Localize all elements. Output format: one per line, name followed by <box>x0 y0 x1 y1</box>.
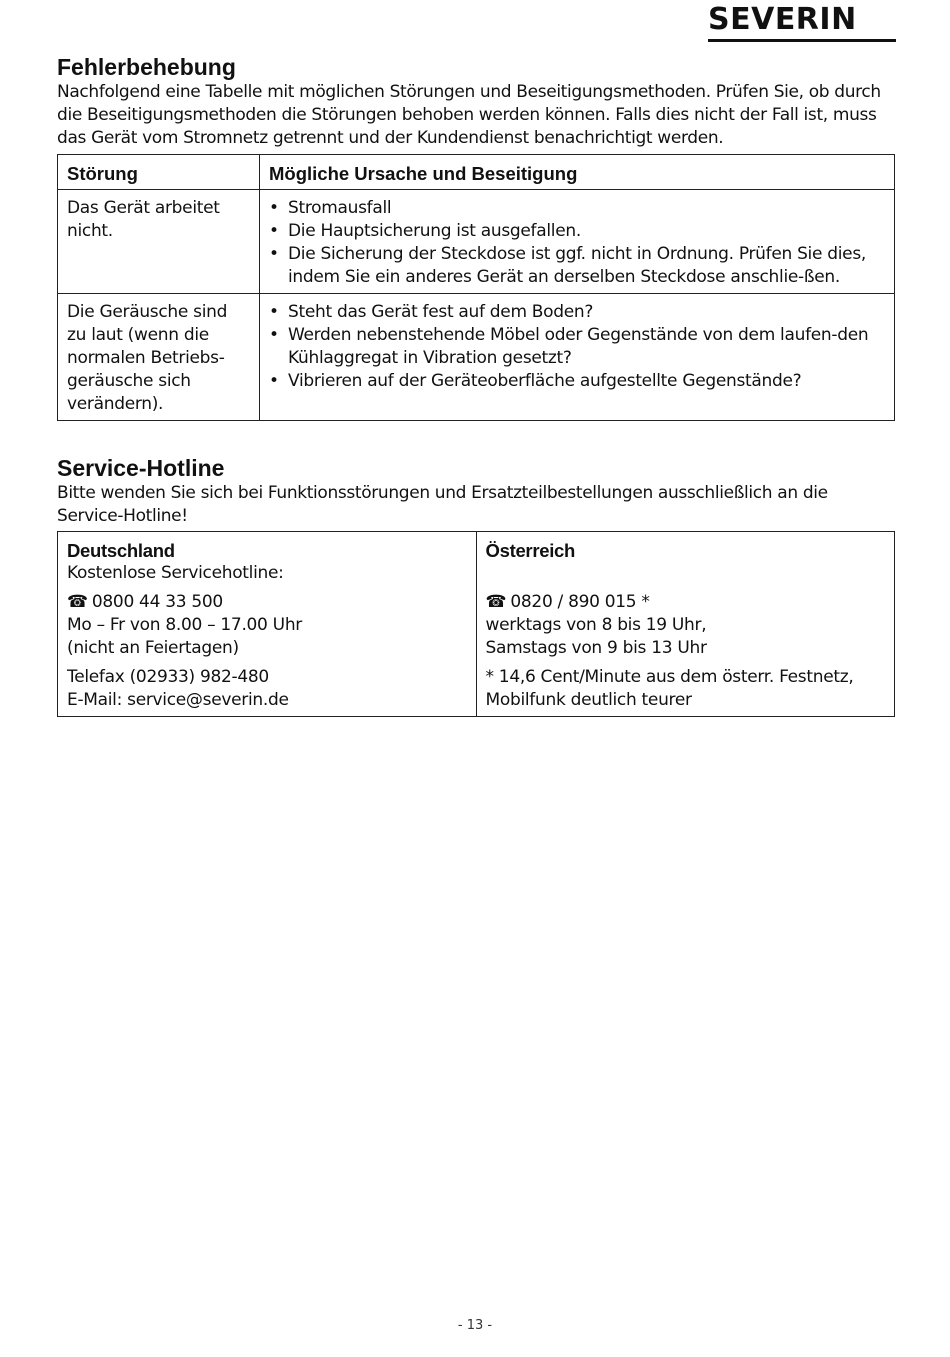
section-fehlerbehebung <box>57 54 895 421</box>
hotline-austria-cell <box>476 532 895 717</box>
logo-underline <box>708 39 896 42</box>
troubleshooting-table <box>57 154 895 421</box>
telephone-icon: ☎ <box>67 592 88 612</box>
column-header-ursache: Mögliche Ursache und Beseitigung <box>260 155 895 190</box>
list-item: • Stromausfall <box>288 197 886 220</box>
table-row <box>58 532 895 717</box>
severin-logo <box>708 4 896 40</box>
phone-line-germany <box>67 591 468 614</box>
section-title-hotline: Service-Hotline <box>57 455 225 481</box>
list-item: • Werden nebenstehende Möbel oder Gegenstände von dem laufen-den Kühlaggregat in Vibration gesetzt? <box>288 324 886 370</box>
problem-cell: Die Geräusche sind zu laut (wenn die normalen Betriebs-geräusche sich verändern). <box>58 294 260 421</box>
list-item: • Die Sicherung der Steckdose ist ggf. nicht in Ordnung. Prüfen Sie dies, indem Sie ein anderes Gerät an derselben Steckdose anschlie-ßen. <box>288 243 886 289</box>
hours-weekdays-austria: werktags von 8 bis 19 Uhr, <box>485 615 707 635</box>
hotline-germany-cell <box>58 532 477 717</box>
causes-cell <box>260 294 895 421</box>
phone-line-austria <box>486 591 887 614</box>
page-number: - 13 - <box>457 1318 493 1333</box>
causes-list <box>269 197 886 289</box>
country-germany: Deutschland <box>67 540 175 561</box>
phone-number-austria: 0820 / 890 015 * <box>510 592 650 612</box>
fehlerbehebung-intro: Nachfolgend eine Tabelle mit möglichen Störungen und Beseitigungsmethoden. Prüfen Sie, ob durch die Beseitigungsmethoden die Störungen behoben werden können. Falls dies nicht der Fall ist, muss das Gerät vom Stromnetz getrennt und der Kundendienst benachrichtigt werden. <box>57 82 881 148</box>
table-row <box>58 294 895 421</box>
hotline-intro: Bitte wenden Sie sich bei Funktionsstörungen und Ersatzteilbestellungen ausschließlich an die Service-Hotline! <box>57 483 828 526</box>
page-content <box>57 54 895 717</box>
section-title-fehlerbehebung: Fehlerbehebung <box>57 54 236 80</box>
hours-saturday-austria: Samstags von 9 bis 13 Uhr <box>485 638 707 658</box>
email-germany: E-Mail: service@severin.de <box>67 690 289 710</box>
table-row <box>58 190 895 294</box>
phone-number-germany: 0800 44 33 500 <box>91 592 223 612</box>
holiday-note: (nicht an Feiertagen) <box>67 638 239 658</box>
causes-cell <box>260 190 895 294</box>
list-item: • Die Hauptsicherung ist ausgefallen. <box>288 220 886 243</box>
list-item: • Vibrieren auf der Geräteoberfläche aufgestellte Gegenstände? <box>288 370 886 393</box>
country-austria: Österreich <box>485 540 576 561</box>
hours-germany: Mo – Fr von 8.00 – 17.00 Uhr <box>67 615 302 635</box>
table-header-row <box>58 155 895 190</box>
fax-germany: Telefax (02933) 982-480 <box>67 667 269 687</box>
column-header-stoerung: Störung <box>58 155 260 190</box>
causes-list <box>269 301 886 393</box>
section-service-hotline <box>57 455 895 717</box>
brand-name: SEVERIN <box>708 2 857 37</box>
problem-cell: Das Gerät arbeitet nicht. <box>58 190 260 294</box>
list-item: • Steht das Gerät fest auf dem Boden? <box>288 301 886 324</box>
hotline-label: Kostenlose Servicehotline: <box>67 563 284 583</box>
tariff-footnote: * 14,6 Cent/Minute aus dem österr. Festnetz, Mobilfunk deutlich teurer <box>485 667 854 710</box>
telephone-icon: ☎ <box>485 592 507 612</box>
hotline-table <box>57 531 895 717</box>
